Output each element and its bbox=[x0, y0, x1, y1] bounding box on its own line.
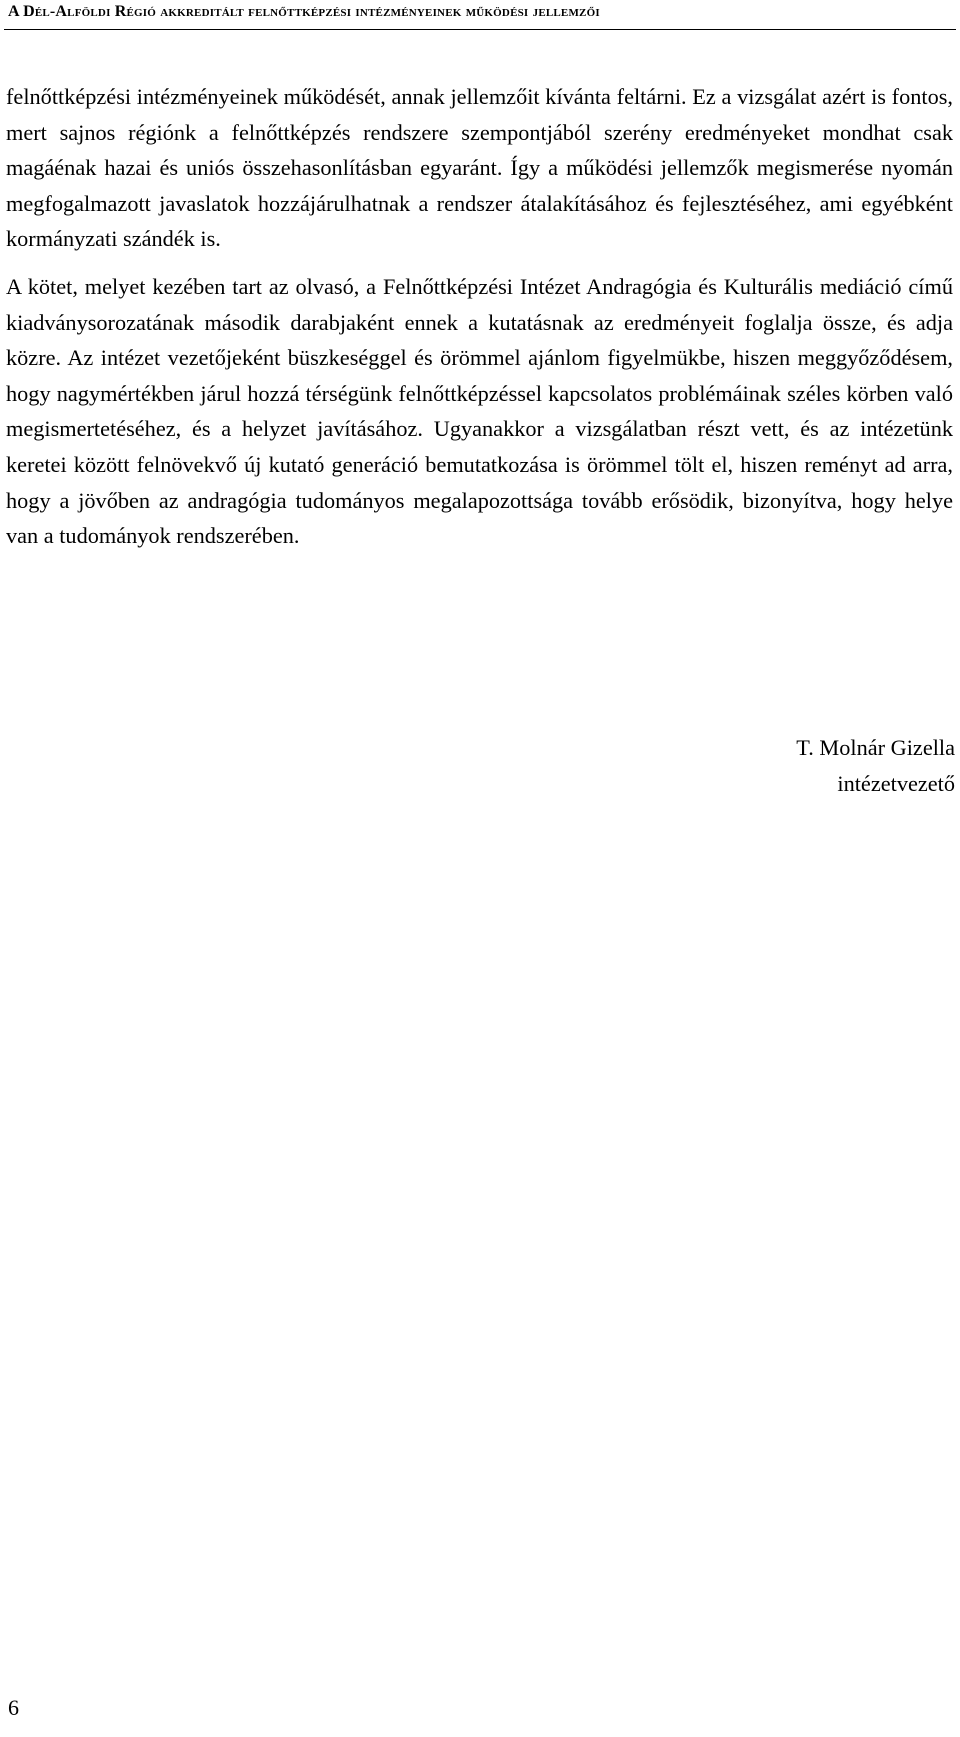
paragraph-1: felnőttképzési intézményeinek működését, annak jellemzőit kívánta feltárni. Ez a vizsgálat azért is fontos, mert sajnos régiónk a felnőttképzés rendszere szempontjából szerény eredményeket mondhat csak magáénak hazai és uniós összehasonlításban egyaránt. Így a működési jellemzők megismerése nyomán megfogalmazott javaslatok hozzájárulhatnak a rendszer átalakításához és fejlesztéséhez, ami egyébként kormányzati szándék is. bbox=[6, 84, 953, 252]
signature-name: T. Molnár Gizella bbox=[796, 735, 955, 760]
page-number: 6 bbox=[8, 1695, 19, 1720]
running-header-title: A Dél-Alföldi Régió akkreditált felnőttképzési intézményeinek működési jellemzői bbox=[8, 3, 600, 20]
header-divider bbox=[4, 29, 956, 30]
running-header bbox=[8, 2, 948, 22]
body-text bbox=[6, 79, 953, 554]
signature-block bbox=[796, 730, 955, 801]
paragraph-2: A kötet, melyet kezében tart az olvasó, a Felnőttképzési Intézet Andragógia és Kulturális mediáció című kiadványsorozatának második darabjaként ennek a kutatásnak az eredményeit foglalja össze, és adja közre. Az intézet vezetőjeként büszkeséggel és örömmel ajánlom figyelmükbe, hiszen meggyőződésem, hogy nagymértékben járul hozzá térségünk felnőttképzéssel kapcsolatos problémáinak széles körben való megismertetéséhez, és a helyzet javításához. Ugyanakkor a vizsgálatban részt vett, és az intézetünk keretei között felnövekvő új kutató generáció bemutatkozása is örömmel tölt el, hiszen reményt ad arra, hogy a jövőben az andragógia tudományos megalapozottsága tovább erősödik, bizonyítva, hogy helye van a tudományok rendszerében. bbox=[6, 273, 953, 549]
signature-role: intézetvezető bbox=[837, 770, 955, 796]
